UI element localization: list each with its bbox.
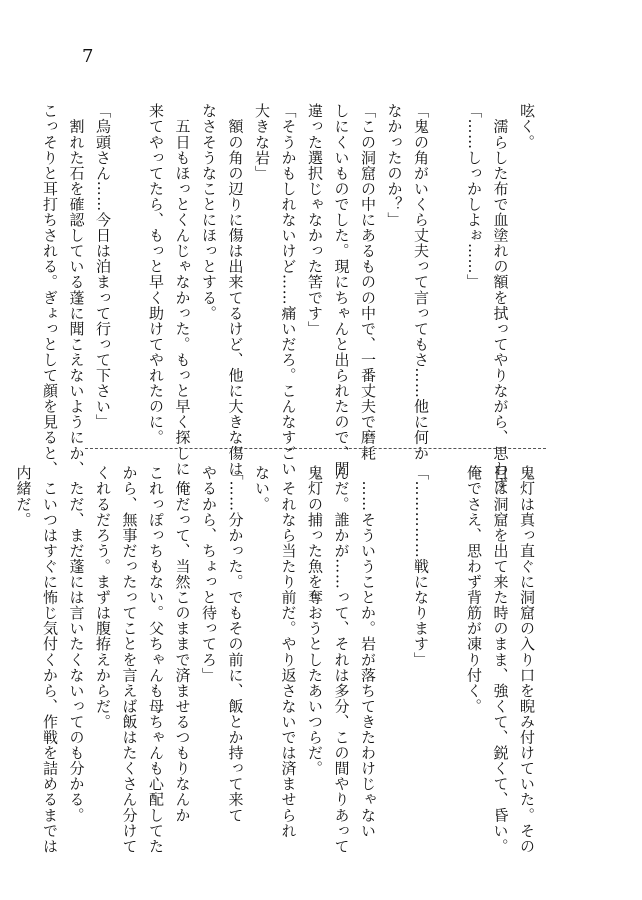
text-line bbox=[434, 465, 461, 825]
text-line: 「この洞窟の中にあるものの中で、一番丈夫で磨耗 bbox=[359, 103, 377, 461]
text-line bbox=[116, 103, 143, 433]
text-line: 呟く。 bbox=[518, 103, 536, 150]
text-line: 「……しっかしよぉ……」 bbox=[465, 103, 483, 290]
text-line: んだ。誰かが……って、それは多分、この間やりあって bbox=[332, 465, 351, 854]
text-line: なさそうなことにほっとする。 bbox=[200, 103, 218, 321]
lower-text-block bbox=[14, 465, 540, 854]
text-line: それなら当たり前だ。やり返さないでは済ませられ bbox=[279, 465, 298, 839]
text-line: ない。 bbox=[253, 465, 271, 512]
upper-text-block bbox=[41, 103, 540, 492]
text-line: 「鬼の角がいくら丈夫って言ってもさ……他に何か bbox=[412, 103, 430, 461]
text-line: 俺だって、当然このままで済ませるつもりなんか bbox=[173, 465, 192, 823]
text-line: くれるだろう。まずは腹拵えからだ。 bbox=[94, 465, 112, 730]
text-line: 「烏頭さん……今日は泊まって行って下さい」 bbox=[94, 103, 112, 430]
text-line: なかったのか？」 bbox=[385, 103, 404, 228]
text-line: 俺でさえ、思わず背筋が凍り付く。 bbox=[465, 465, 483, 714]
text-line bbox=[381, 465, 408, 825]
text-line: やるから、ちょっと待ってろ」 bbox=[200, 465, 218, 683]
text-line: から、無事だったってことを言えば飯はたくさん分けて bbox=[120, 465, 139, 854]
text-line: 目は洞窟を出て来た時のまま、強くて、鋭くて、昏い。 bbox=[491, 465, 510, 854]
text-line: 来てやってたら、もっと早く助けてやれたのに。 bbox=[147, 103, 165, 446]
page-number: 7 bbox=[82, 46, 94, 67]
text-line: 割れた石を確認している蓬に聞こえないようにか、 bbox=[67, 103, 86, 477]
text-line: 内緒だ。 bbox=[14, 465, 33, 528]
text-line: こっそりと耳打ちされる。ぎょっとして顔を見ると、 bbox=[41, 103, 59, 477]
text-line: 濡らした布で血塗れの額を拭ってやりながら、思わず bbox=[491, 103, 510, 492]
text-line bbox=[434, 103, 461, 433]
text-line: 鬼灯の捕った魚を奪おうとしたあいつらだ。 bbox=[306, 465, 324, 776]
section-divider bbox=[85, 448, 546, 449]
text-line: これっぽっちもない。父ちゃんも母ちゃんも心配してた bbox=[147, 465, 165, 854]
text-line: ……そういうことか。岩が落ちてきたわけじゃない bbox=[359, 465, 377, 839]
text-line: こいつはすぐに怖じ気付くから、作戦を詰めるまでは bbox=[41, 465, 59, 854]
text-line: 違った選択じゃなかった筈です」 bbox=[306, 103, 324, 337]
text-line: 「……………戦になります」 bbox=[412, 465, 430, 668]
text-line: 鬼灯は真っ直ぐに洞窟の入り口を睨み付けていた。その bbox=[518, 465, 536, 854]
text-line: 大きな岩」 bbox=[253, 103, 271, 181]
text-line: 「……分かった。でもその前に、飯とか持って来て bbox=[226, 465, 245, 823]
text-line: ただ、まだ蓬には言いたくないってのも分かる。 bbox=[67, 465, 86, 823]
text-line: 「そうかもしれないけど……痛いだろ。こんなすごい bbox=[279, 103, 298, 477]
text-line: 五日もほっとくんじゃなかった。もっと早く探しに bbox=[173, 103, 192, 477]
text-line: しにくいものでした。現にちゃんと出られたので、間 bbox=[332, 103, 351, 477]
text-line: 額の角の辺りに傷は出来てるけど、他に大きな傷は bbox=[226, 103, 245, 477]
